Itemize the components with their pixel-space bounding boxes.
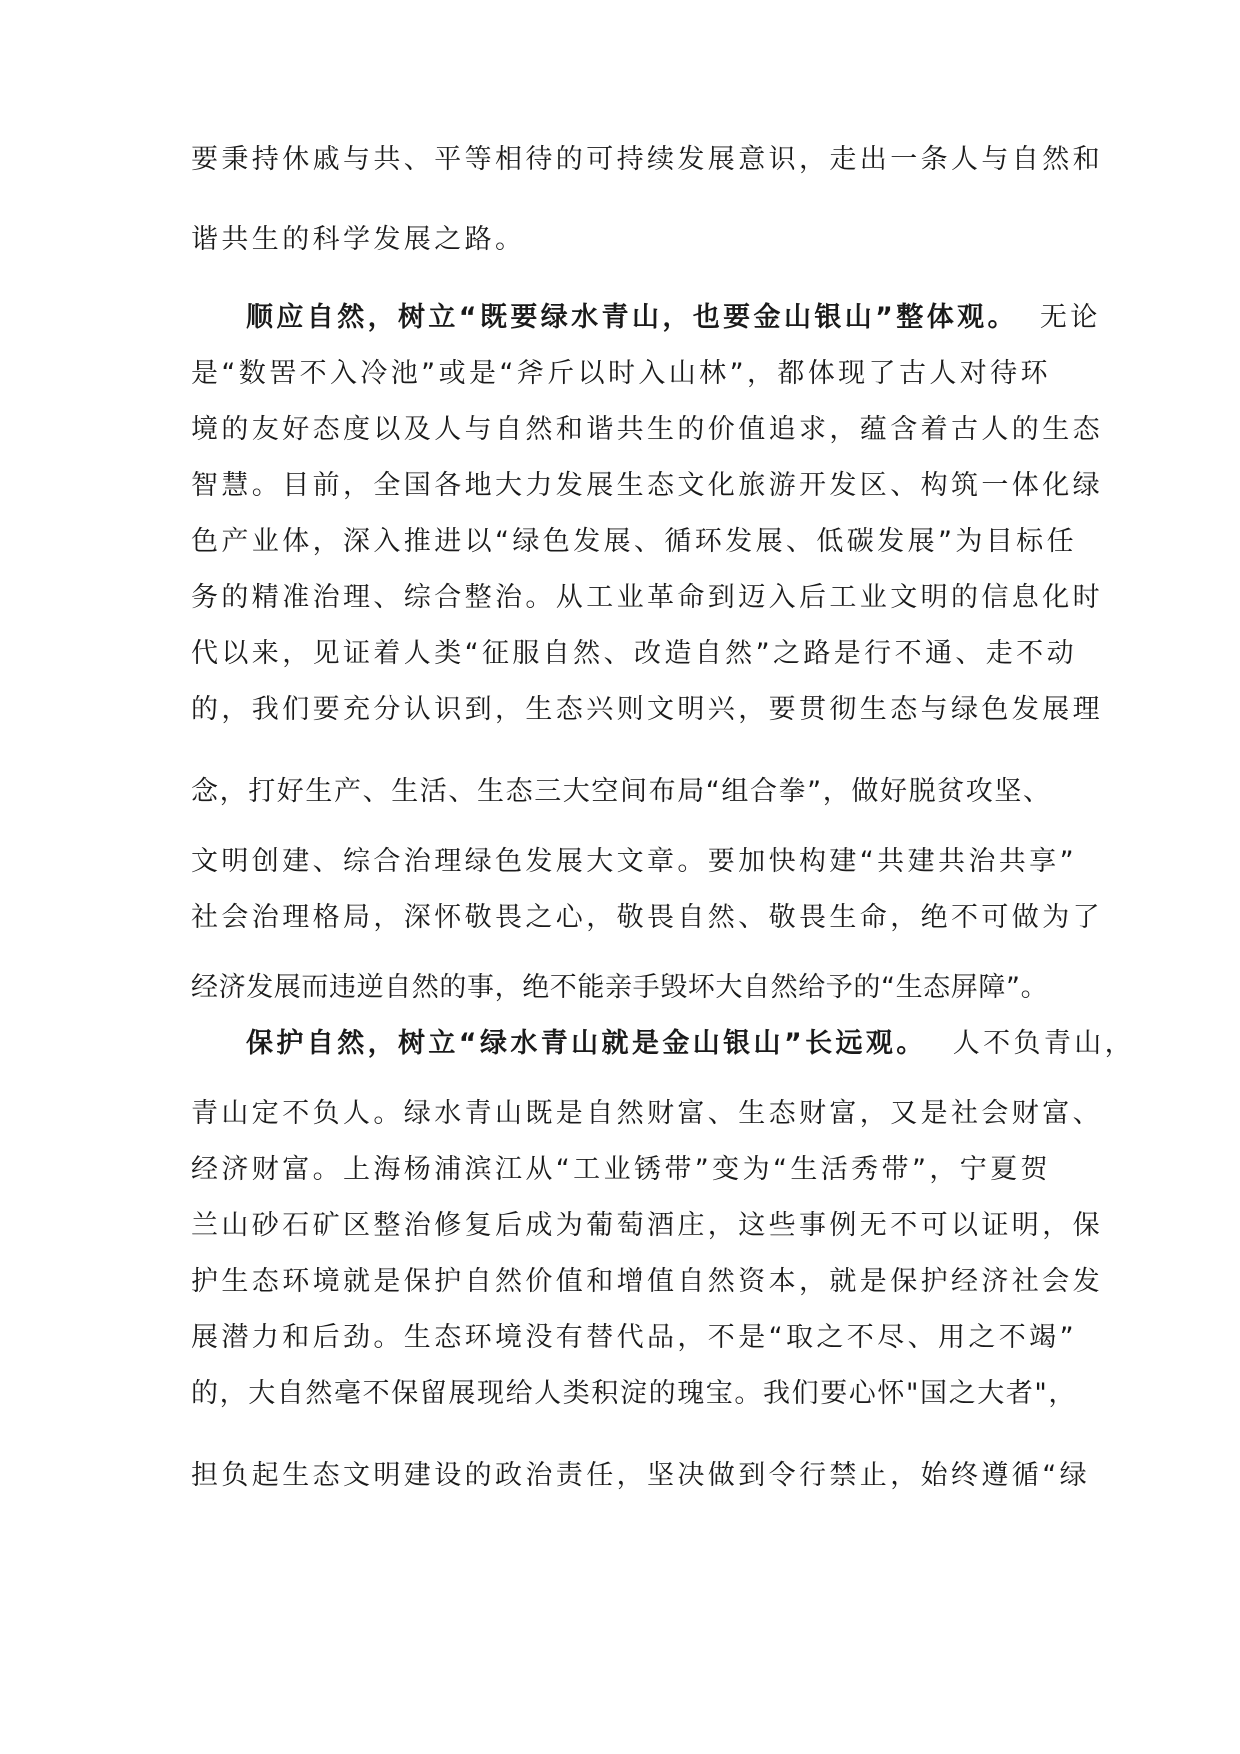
body-line: 色产业体，深入推进以“绿色发展、循环发展、低碳发展”为目标任 xyxy=(191,526,1077,557)
body-line: 经济财富。上海杨浦滨江从“工业锈带”变为“生活秀带”，宁夏贺 xyxy=(191,1154,1051,1185)
body-line: 兰山砂石矿区整治修复后成为葡萄酒庄，这些事例无不可以证明，保 xyxy=(191,1210,1103,1241)
body-line: 的，我们要充分认识到，生态兴则文明兴，要贯彻生态与绿色发展理 xyxy=(191,694,1103,725)
body-line: 谐共生的科学发展之路。 xyxy=(191,224,526,255)
body-line: 境的友好态度以及人与自然和谐共生的价值追求，蕴含着古人的生态 xyxy=(191,414,1103,445)
body-line: 是“数罟不入冷池”或是“斧斤以时入山林”，都体现了古人对待环 xyxy=(191,358,1051,389)
section-heading-line xyxy=(246,1016,1136,1072)
body-line: 智慧。目前，全国各地大力发展生态文化旅游开发区、构筑一体化绿 xyxy=(191,470,1103,501)
body-line: 经济发展而违逆自然的事，绝不能亲手毁坏大自然给予的“生态屏障”。 xyxy=(191,972,1049,1003)
body-line: 的，大自然毫不保留展现给人类积淀的瑰宝。我们要心怀"国之大者"， xyxy=(191,1378,1078,1409)
body-line: 展潜力和后劲。生态环境没有替代品，不是“取之不尽、用之不竭” xyxy=(191,1322,1077,1353)
section-heading-line xyxy=(246,290,1101,346)
body-line: 护生态环境就是保护自然价值和增值自然资本，就是保护经济社会发 xyxy=(191,1266,1103,1297)
body-text: 人不负青山， xyxy=(952,1028,1136,1059)
body-line: 务的精准治理、综合整治。从工业革命到迈入后工业文明的信息化时 xyxy=(191,582,1103,613)
section-heading: 保护自然，树立“绿水青山就是金山银山”长远观。 xyxy=(246,1028,927,1059)
body-text: 无论 xyxy=(1039,302,1101,333)
body-line: 念，打好生产、生活、生态三大空间布局“组合拳”，做好脱贫攻坚、 xyxy=(191,776,1052,807)
body-line: 要秉持休戚与共、平等相待的可持续发展意识，走出一条人与自然和 xyxy=(191,144,1103,175)
body-line: 文明创建、综合治理绿色发展大文章。要加快构建“共建共治共享” xyxy=(191,846,1077,877)
body-line: 代以来，见证着人类“征服自然、改造自然”之路是行不通、走不动 xyxy=(191,638,1077,669)
body-line: 青山定不负人。绿水青山既是自然财富、生态财富，又是社会财富、 xyxy=(191,1098,1103,1129)
section-heading: 顺应自然，树立“既要绿水青山，也要金山银山”整体观。 xyxy=(246,302,1018,333)
body-line: 社会治理格局，深怀敬畏之心，敬畏自然、敬畏生命，绝不可做为了 xyxy=(191,902,1103,933)
body-line: 担负起生态文明建设的政治责任，坚决做到令行禁止，始终遵循“绿 xyxy=(191,1460,1090,1491)
